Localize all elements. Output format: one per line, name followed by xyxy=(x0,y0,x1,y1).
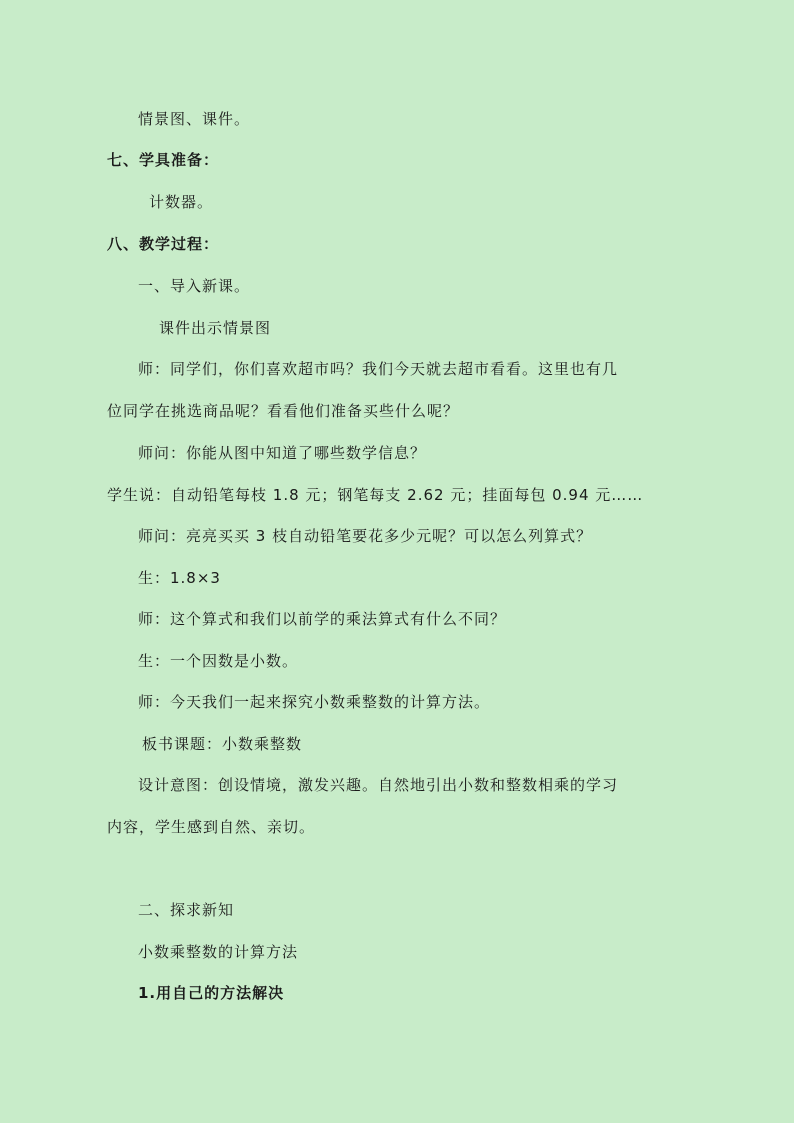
paragraph-line: 小数乘整数的计算方法 xyxy=(138,943,299,961)
paragraph-line: 师问：你能从图中知道了哪些数学信息？ xyxy=(138,444,427,462)
numbered-step: 1.用自己的方法解决 xyxy=(138,984,285,1002)
paragraph-line: 师：今天我们一起来探究小数乘整数的计算方法。 xyxy=(138,693,491,711)
paragraph-line: 师：同学们，你们喜欢超市吗？我们今天就去超市看看。这里也有几 xyxy=(138,360,619,378)
paragraph-line: 学生说：自动铅笔每枝 1.8 元；钢笔每支 2.62 元；挂面每包 0.94 元…… xyxy=(107,486,644,504)
paragraph-line: 生：一个因数是小数。 xyxy=(138,652,299,670)
study-tools-line: 计数器。 xyxy=(149,193,214,211)
paragraph-line: 师问：亮亮买买 3 枝自动铅笔要花多少元呢？可以怎么列算式？ xyxy=(138,527,593,545)
section-heading-study-tools: 七、学具准备： xyxy=(107,151,220,169)
paragraph-line: 师：这个算式和我们以前学的乘法算式有什么不同？ xyxy=(138,610,507,628)
subheading-introduction: 一、导入新课。 xyxy=(138,277,251,295)
section-heading-teaching-process: 八、教学过程： xyxy=(107,235,220,253)
subheading-new-knowledge: 二、探求新知 xyxy=(138,901,235,919)
paragraph-line: 内容，学生感到自然、亲切。 xyxy=(107,818,316,836)
paragraph-line: 板书课题：小数乘整数 xyxy=(142,735,303,753)
materials-line: 情景图、课件。 xyxy=(138,110,251,128)
paragraph-line: 课件出示情景图 xyxy=(159,319,272,337)
paragraph-line: 设计意图：创设情境，激发兴趣。自然地引出小数和整数相乘的学习 xyxy=(138,776,619,794)
paragraph-line: 位同学在挑选商品呢？看看他们准备买些什么呢？ xyxy=(107,402,460,420)
paragraph-line: 生：1.8×3 xyxy=(138,569,221,587)
